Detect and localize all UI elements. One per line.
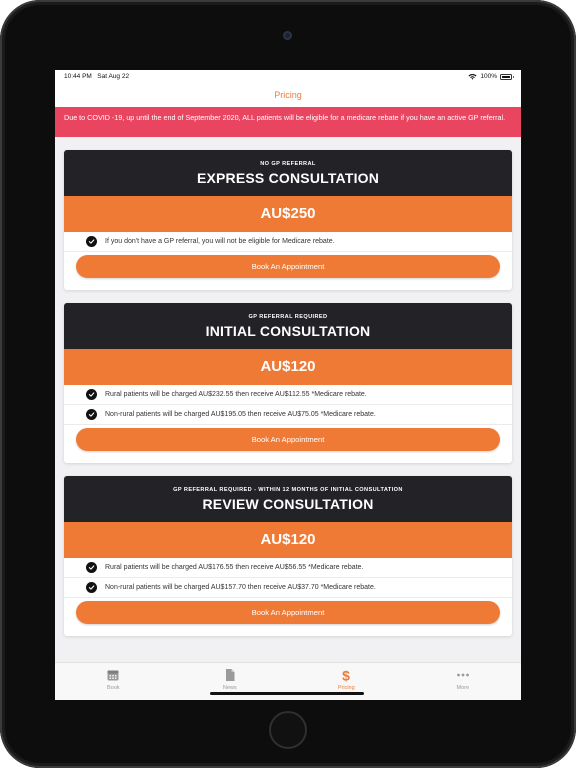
tab-label: Pricing [337,685,355,691]
wifi-icon [468,74,477,80]
calendar-icon [106,668,120,682]
feature-item [64,578,512,598]
feature-item [64,558,512,578]
battery-icon [500,74,512,80]
status-left [64,73,129,80]
status-date: Sat Aug 22 [97,73,130,80]
book-appointment-button[interactable]: Book An Appointment [76,428,500,451]
card-price: AU$250 [64,196,512,232]
navigation-bar [55,83,521,107]
card-title: INITIAL CONSULTATION [205,322,371,339]
status-right [468,73,512,80]
home-button[interactable] [269,711,307,749]
covid-banner-text: Due to COVID -19, up until the end of September 2020, ALL patients will be eligible for a medicare rebate if you have an active GP referral. [64,113,506,122]
feature-item [64,232,512,252]
check-icon [86,582,97,593]
card-header [64,303,512,349]
check-icon [86,562,97,573]
pricing-list [55,150,521,636]
battery-percent: 100% [480,73,497,80]
tab-book[interactable] [55,663,172,700]
feature-text: Rural patients will be charged AU$232.55 then receive AU$112.55 *Medicare rebate. [105,391,367,398]
card-price: AU$120 [64,522,512,558]
check-icon [86,409,97,420]
app-screen [55,70,521,700]
card-header [64,150,512,196]
document-icon [223,668,237,682]
home-indicator [210,692,364,695]
pricing-card-initial [64,303,512,463]
check-icon [86,389,97,400]
card-header [64,476,512,522]
card-title: EXPRESS CONSULTATION [196,169,380,186]
page-title: Pricing [274,90,302,100]
feature-text: Rural patients will be charged AU$176.55 then receive AU$56.55 *Medicare rebate. [105,564,364,571]
feature-text: Non-rural patients will be charged AU$195.05 then receive AU$75.05 *Medicare rebate. [105,411,376,418]
more-dots-icon [456,668,470,682]
card-subtitle: NO GP REFERRAL [260,160,316,167]
tab-label: Book [106,685,120,691]
covid-banner [55,107,521,137]
feature-text: Non-rural patients will be charged AU$157.70 then receive AU$37.70 *Medicare rebate. [105,584,376,591]
dollar-icon [339,668,353,682]
tab-more[interactable] [405,663,522,700]
pricing-card-review [64,476,512,636]
camera-icon [283,31,292,40]
feature-item [64,385,512,405]
book-appointment-button[interactable]: Book An Appointment [76,601,500,624]
svg-text:$: $ [342,668,351,682]
book-appointment-button[interactable]: Book An Appointment [76,255,500,278]
card-price: AU$120 [64,349,512,385]
card-subtitle: GP REFERRAL REQUIRED [248,313,328,320]
pricing-card-express [64,150,512,290]
tab-label: News [222,685,237,691]
status-time: 10:44 PM [64,73,92,80]
card-subtitle: GP REFERRAL REQUIRED - WITHIN 12 MONTHS OF INITIAL CONSULTATION [173,486,403,493]
status-bar [55,70,521,83]
tab-label: More [456,685,470,691]
feature-text: If you don't have a GP referral, you will not be eligible for Medicare rebate. [105,238,335,245]
card-title: REVIEW CONSULTATION [202,495,374,512]
check-icon [86,236,97,247]
feature-item [64,405,512,425]
